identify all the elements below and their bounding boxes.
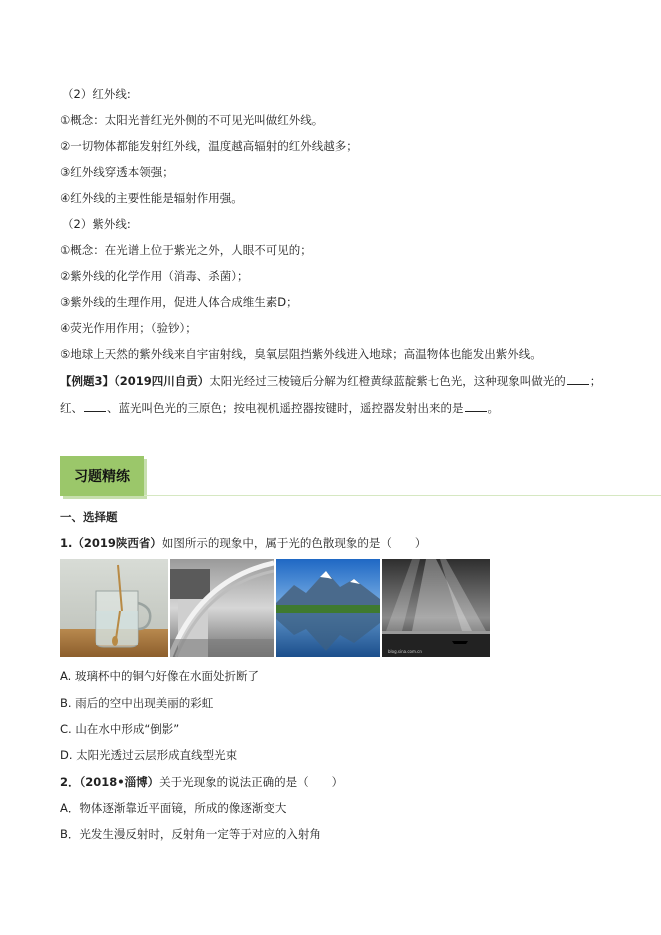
- ultraviolet-item-3: ③紫外线的生理作用，促进人体合成维生素D；: [60, 295, 298, 309]
- photo-mountain-reflection: [276, 559, 380, 657]
- example-text-5: 。: [487, 401, 499, 415]
- ultraviolet-heading: （2）紫外线:: [62, 217, 131, 231]
- ultraviolet-item-5: ⑤地球上天然的紫外线来自宇宙射线，臭氧层阻挡紫外线进入地球；高温物体也能发出紫外线。: [60, 347, 542, 361]
- photo-sun-beams: [382, 559, 490, 657]
- example-text-1: 太阳光经过三棱镜后分解为红橙黄绿蓝靛紫七色光，这种现象叫做光的: [209, 374, 566, 388]
- photo-rainbow: [170, 559, 274, 657]
- infrared-item-2: ②一切物体都能发射红外线，温度越高辐射的红外线越多；: [60, 139, 358, 153]
- example-text-4: 、蓝光叫色光的三原色；按电视机遥控器按键时，遥控器发射出来的是: [107, 401, 464, 415]
- question-2-source: （2018•淄博）: [79, 775, 160, 789]
- question-1-number: 1.: [60, 536, 73, 550]
- example-label: 【例题3】: [60, 374, 115, 388]
- section-title: 习题精练: [60, 456, 144, 496]
- answer-blank-3[interactable]: [465, 400, 487, 412]
- question-2-option-a[interactable]: A．物体逐渐靠近平面镜，所成的像逐渐变大: [60, 801, 287, 815]
- infrared-item-4: ④红外线的主要性能是辐射作用强。: [60, 191, 243, 205]
- question-1-option-a[interactable]: A. 玻璃杯中的铜勺好像在水面处折断了: [60, 669, 259, 683]
- infrared-item-1: ①概念：太阳光普红光外侧的不可见光叫做红外线。: [60, 113, 324, 127]
- answer-blank-1[interactable]: [567, 373, 589, 385]
- example-text-3: 红、: [60, 401, 83, 415]
- question-2-text: 关于光现象的说法正确的是（ ）: [159, 775, 344, 789]
- example-text-2: ；: [589, 374, 602, 388]
- photo-caption: blog.sina.com.cn: [388, 649, 422, 654]
- ultraviolet-item-2: ②紫外线的化学作用（消毒、杀菌）；: [60, 269, 249, 283]
- question-1-option-d[interactable]: D. 太阳光透过云层形成直线型光束: [60, 748, 238, 762]
- question-2-option-b[interactable]: B．光发生漫反射时，反射角一定等于对应的入射角: [60, 827, 321, 841]
- ultraviolet-item-4: ④荧光作用作用；（验钞）；: [60, 321, 197, 335]
- question-2-number: 2．: [60, 775, 80, 789]
- question-1-text: 如图所示的现象中，属于光的色散现象的是（ ）: [161, 536, 427, 550]
- infrared-item-3: ③红外线穿透本领强；: [60, 165, 174, 179]
- question-1-source: （2019陕西省）: [72, 536, 162, 550]
- answer-blank-2[interactable]: [84, 400, 106, 412]
- example-3-line-1: [60, 373, 601, 389]
- example-3-line-2: [60, 400, 499, 416]
- infrared-heading: （2）红外线:: [62, 87, 131, 101]
- subsection-title: 一、选择题: [60, 510, 118, 524]
- example-source: （2019四川自贡）: [114, 374, 210, 388]
- section-divider: [144, 495, 661, 496]
- ultraviolet-item-1: ①概念：在光谱上位于紫光之外，人眼不可见的；: [60, 243, 312, 257]
- question-2-stem: [60, 774, 343, 790]
- question-1-option-c[interactable]: C. 山在水中形成“倒影”: [60, 722, 180, 736]
- question-1-stem: [60, 535, 426, 551]
- question-1-option-b[interactable]: B. 雨后的空中出现美丽的彩虹: [60, 696, 214, 710]
- photo-glass-spoon: [60, 559, 168, 657]
